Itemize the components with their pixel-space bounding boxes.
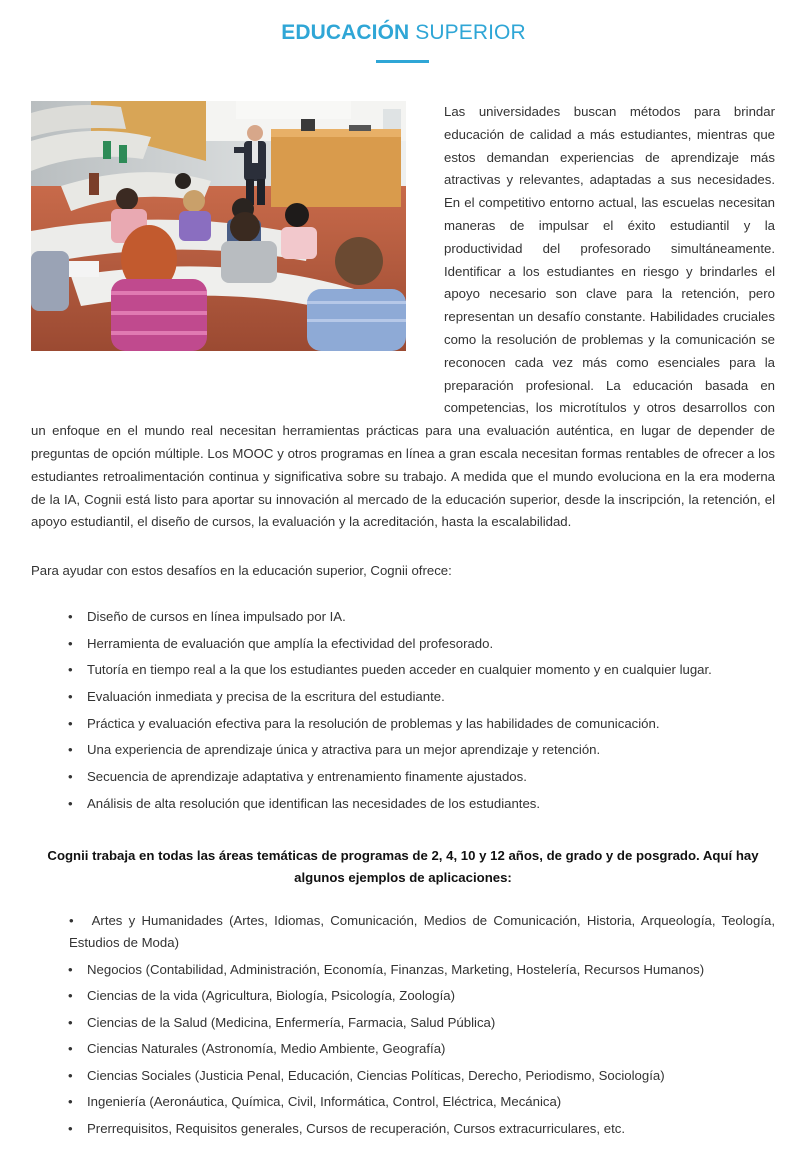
list-item: [69, 959, 775, 981]
list-item-text: Secuencia de aprendizaje adaptativa y entrenamiento finamente ajustados.: [87, 769, 527, 785]
page-title: [0, 19, 807, 47]
list-item-text: Ingeniería (Aeronáutica, Química, Civil, Informática, Control, Eléctrica, Mecánica): [87, 1094, 562, 1109]
list-item-text: Práctica y evaluación efectiva para la resolución de problemas y las habilidades de comunicación.: [87, 715, 660, 731]
list-item: [69, 713, 775, 740]
bullet: •: [68, 715, 73, 731]
list-item: [69, 793, 775, 820]
lecture-hall-photo: [31, 101, 406, 351]
list-item-text: Análisis de alta resolución que identifican las necesidades de los estudiantes.: [87, 795, 541, 811]
list-item-text: Herramienta de evaluación que amplía la efectividad del profesorado.: [87, 635, 494, 651]
list-item-text: Tutoría en tiempo real a la que los estudiantes pueden acceder en cualquier momento y en cualquier lugar.: [87, 662, 712, 678]
list-item: [69, 1065, 775, 1087]
list-item-text: Ciencias de la vida (Agricultura, Biología, Psicología, Zoología): [87, 988, 455, 1003]
title-underline: [376, 60, 429, 63]
offers-list: [69, 606, 775, 820]
list-item-text: Diseño de cursos en línea impulsado por IA.: [87, 609, 346, 624]
list-item: [69, 985, 775, 1007]
list-item: [69, 606, 775, 633]
list-item: [69, 659, 775, 686]
bullet: •: [68, 1094, 73, 1109]
list-item-text: Ciencias Sociales (Justicia Penal, Educación, Ciencias Políticas, Derecho, Periodismo, Sociología): [87, 1067, 665, 1083]
page-title-rest: SUPERIOR: [409, 21, 526, 44]
list-item-text: Una experiencia de aprendizaje única y atractiva para un mejor aprendizaje y retención.: [87, 742, 601, 758]
bullet: •: [68, 1014, 73, 1030]
list-item: [69, 910, 775, 954]
list-item-text: [69, 910, 775, 954]
list-item-text: Ciencias de la Salud (Medicina, Enfermería, Farmacia, Salud Pública): [87, 1014, 496, 1030]
bullet: •: [68, 769, 73, 785]
list-item-text: Evaluación inmediata y precisa de la escritura del estudiante.: [87, 689, 445, 705]
bullet: •: [68, 662, 73, 678]
programs-list: [69, 910, 775, 1144]
list-item-text: Prerrequisitos, Requisitos generales, Cursos de recuperación, Cursos extracurriculares, etc.: [87, 1120, 625, 1136]
programs-heading: Cognii trabaja en todas las áreas temáticas de programas de 2, 4, 10 y 12 años, de grado y de posgrado. Aquí hay algunos ejemplos de aplicaciones:: [47, 848, 759, 885]
bullet: •: [68, 961, 73, 977]
bullet: •: [68, 1120, 73, 1136]
list-item-text: Ciencias Naturales (Astronomía, Medio Ambiente, Geografía): [87, 1041, 446, 1056]
list-item: [69, 1118, 775, 1140]
list-item-content: Artes y Humanidades (Artes, Idiomas, Comunicación, Medios de Comunicación, Historia, Arqueología, Teología, Estudios de Moda): [69, 913, 776, 950]
list-item: [69, 766, 775, 793]
bullet: •: [69, 913, 74, 928]
bullet: •: [68, 1067, 73, 1083]
list-item: [69, 686, 775, 713]
bullet: •: [68, 689, 73, 705]
intro-paragraph: Las universidades buscan métodos para brindar educación de calidad a más estudiantes, mientras que estos demandan experiencias de aprendizaje más atractivas y relevantes, adaptadas a sus necesidades. En el competitivo entorno actual, las escuelas necesitan maneras de impulsar el éxito estudiantil y la productividad del profesorado simultáneamente. Identificar a los estudiantes en riesgo y brindarles el apoyo necesario son clave para la retención, pero representan un desafío constante. Habilidades cruciales como la resolución de problemas y la comunicación se reconocen cada vez más como esenciales para la preparación profesional. La educación basada en competencias, los microtítulos y otros desarrollos con un enfoque en el mundo real necesitan herramientas prácticas para una evaluación auténtica, en lugar de depender de preguntas de opción múltiple. Los MOOC y otros programas en línea a gran escala necesitan formas rentables de ofrecer a los estudiantes retroalimentación continua y significativa sobre su trabajo. A medida que el mundo evoluciona en la era moderna de la IA, Cognii está listo para aportar su innovación al mercado de la educación superior, desde la inscripción, la retención, el apoyo estudiantil, el diseño de cursos, la evaluación y la acreditación, hasta la escalabilidad.: [31, 104, 775, 530]
list-item: [69, 739, 775, 766]
offers-lead: Para ayudar con estos desafíos en la educación superior, Cognii ofrece:: [31, 563, 452, 578]
page-title-bold: EDUCACIÓN: [281, 21, 410, 44]
bullet: •: [68, 1041, 73, 1056]
list-item: [69, 1091, 775, 1113]
bullet: •: [68, 742, 73, 758]
bullet: •: [68, 988, 73, 1003]
list-item: [69, 633, 775, 660]
bullet: •: [68, 609, 73, 624]
list-item: [69, 1038, 775, 1060]
list-item: [69, 1012, 775, 1034]
bullet: •: [68, 635, 73, 651]
list-item-text: Negocios (Contabilidad, Administración, Economía, Finanzas, Marketing, Hostelería, Recursos Humanos): [87, 961, 705, 977]
bullet: •: [68, 795, 73, 811]
